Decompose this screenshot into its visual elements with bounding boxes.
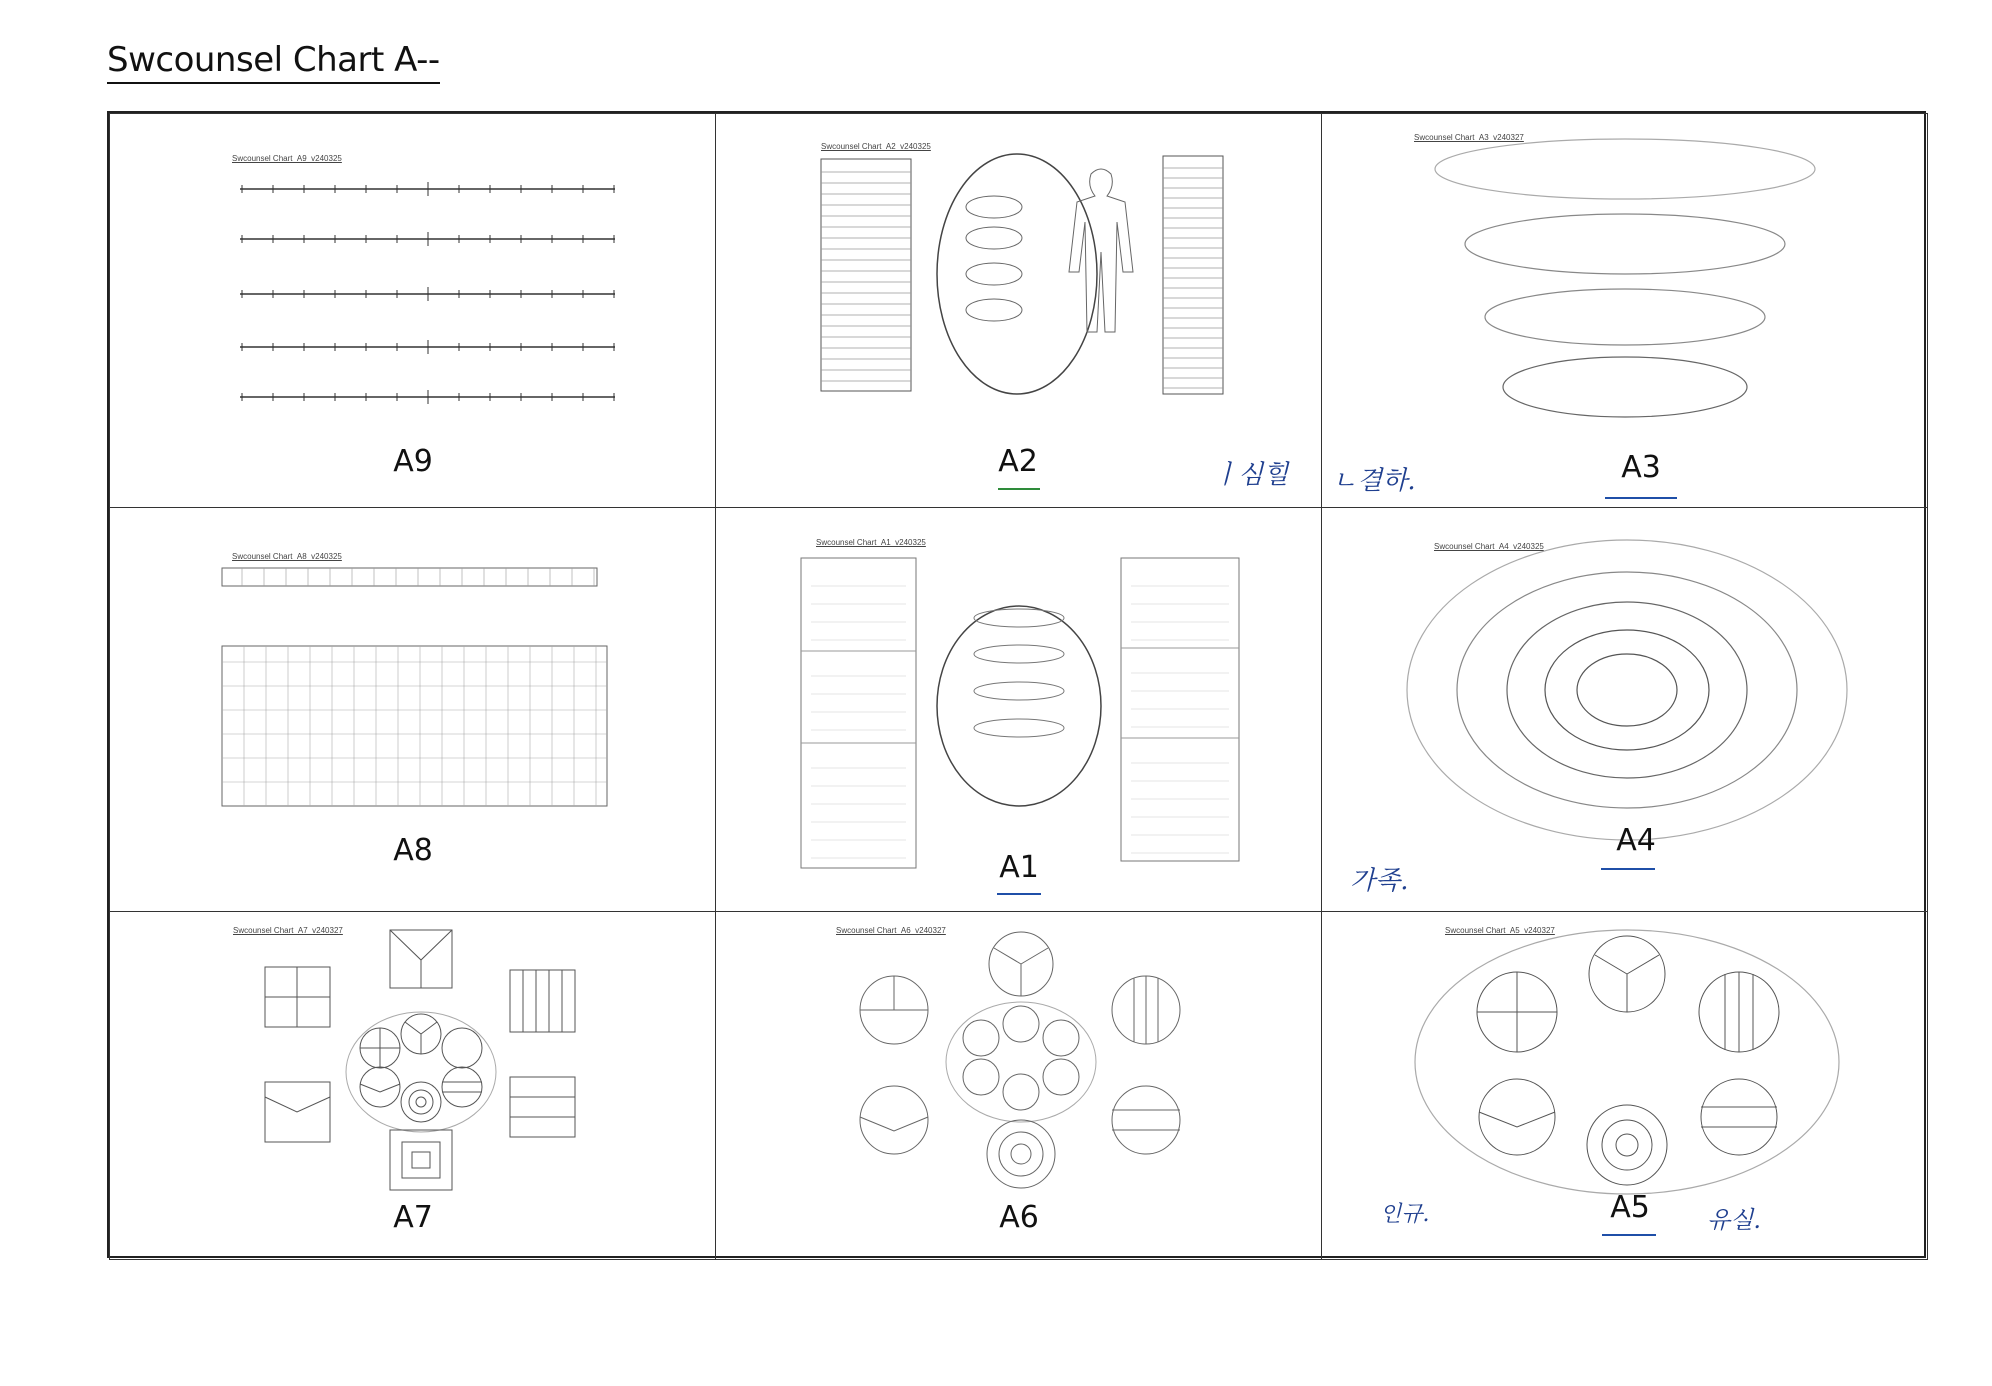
chart-grid — [107, 111, 1926, 1258]
label-underline — [1601, 868, 1655, 870]
cell-a6[interactable] — [715, 911, 1322, 1260]
signature-mark: 가족. — [1350, 866, 1409, 896]
thumb-title: Swcounsel Chart_A4_v240325 — [1434, 542, 1544, 551]
signature-mark: ㅣ심힐 — [1213, 460, 1289, 490]
cell-label: A7 — [393, 1200, 433, 1235]
cell-label: A8 — [393, 833, 433, 868]
cell-a3[interactable] — [1321, 113, 1928, 508]
cell-a9[interactable] — [109, 113, 716, 508]
cell-a2[interactable] — [715, 113, 1322, 508]
label-underline — [1602, 1234, 1656, 1236]
signature-mark: 인규. — [1380, 1202, 1430, 1227]
a3-thumbnail — [1322, 114, 1928, 508]
label-underline — [1605, 497, 1677, 499]
label-underline — [997, 893, 1041, 895]
thumb-title: Swcounsel Chart_A2_v240325 — [821, 142, 931, 151]
thumb-title: Swcounsel Chart_A8_v240325 — [232, 552, 342, 561]
label-underline — [998, 488, 1040, 490]
thumb-title: Swcounsel Chart_A1_v240325 — [816, 538, 926, 547]
cell-a8[interactable] — [109, 507, 716, 912]
thumb-title: Swcounsel Chart_A6_v240327 — [836, 926, 946, 935]
thumb-title: Swcounsel Chart_A5_v240327 — [1445, 926, 1555, 935]
cell-label: A1 — [999, 850, 1039, 885]
page-title: Swcounsel Chart A-- — [107, 40, 440, 84]
cell-label: A4 — [1616, 823, 1656, 858]
cell-label: A2 — [998, 444, 1038, 479]
cell-a4[interactable] — [1321, 507, 1928, 912]
signature-mark: ㄴ결하. — [1332, 466, 1416, 496]
cell-a5[interactable] — [1321, 911, 1928, 1260]
cell-label: A6 — [999, 1200, 1039, 1235]
thumb-title: Swcounsel Chart_A7_v240327 — [233, 926, 343, 935]
cell-a7[interactable] — [109, 911, 716, 1260]
cell-label: A5 — [1610, 1190, 1650, 1225]
cell-a1[interactable] — [715, 507, 1322, 912]
signature-mark: 유실. — [1707, 1206, 1761, 1234]
thumb-title: Swcounsel Chart_A9_v240325 — [232, 154, 342, 163]
cell-label: A3 — [1621, 450, 1661, 485]
thumb-title: Swcounsel Chart_A3_v240327 — [1414, 133, 1524, 142]
cell-label: A9 — [393, 444, 433, 479]
